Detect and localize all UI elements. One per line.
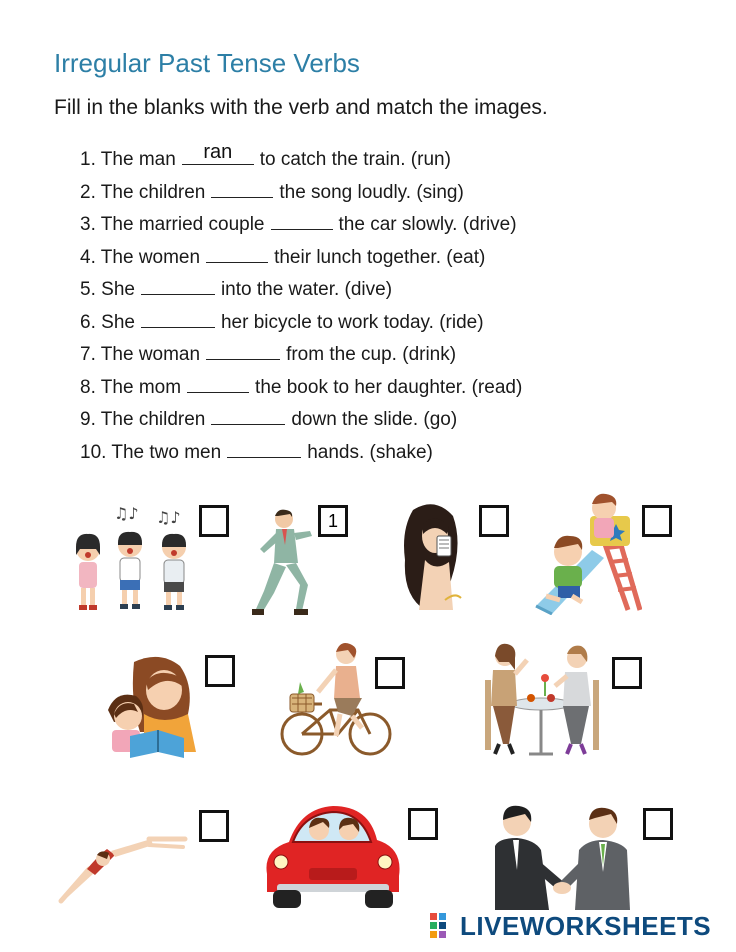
sentence-before: She — [101, 279, 135, 300]
match-box-children-slide[interactable] — [642, 505, 672, 537]
sentence-after: from the cup. (drink) — [286, 344, 457, 365]
answer-blank-5[interactable] — [141, 276, 215, 295]
match-box-woman-diving[interactable] — [199, 810, 229, 842]
match-box-man-running[interactable] — [318, 505, 348, 537]
sentence-number: 4. — [80, 247, 96, 268]
liveworksheets-logo — [430, 910, 711, 942]
women-lunch-image — [475, 640, 607, 760]
logo-text: LIVEWORKSHEETS — [460, 910, 712, 941]
sentence-before: The children — [100, 409, 206, 430]
answer-blank-2[interactable] — [211, 179, 273, 198]
match-input[interactable] — [646, 811, 670, 837]
sentence-number: 7. — [80, 344, 96, 365]
sentence-6 — [80, 309, 484, 334]
sentence-3 — [80, 211, 517, 236]
match-input[interactable] — [482, 508, 506, 534]
children-singing-image — [62, 505, 202, 617]
match-input[interactable] — [645, 508, 669, 534]
sentence-before: The women — [100, 247, 201, 268]
sentence-after: their lunch together. (eat) — [274, 247, 486, 268]
couple-car-image — [253, 800, 408, 912]
match-input[interactable] — [378, 660, 402, 686]
sentence-5 — [80, 276, 392, 301]
sentence-4 — [80, 244, 485, 269]
sentence-number: 1. — [80, 149, 96, 170]
sentence-2 — [80, 179, 464, 204]
answer-input-4[interactable] — [206, 241, 268, 264]
answer-input-6[interactable] — [141, 306, 215, 329]
answer-blank-9[interactable] — [211, 406, 285, 425]
worksheet-instructions: Fill in the blanks with the verb and match the images. — [54, 96, 548, 119]
sentence-before: The man — [100, 149, 176, 170]
match-box-couple-car[interactable] — [408, 808, 438, 840]
match-input[interactable] — [321, 508, 345, 534]
answer-blank-1[interactable] — [182, 146, 254, 165]
sentence-after: into the water. (dive) — [220, 279, 393, 300]
sentence-number: 5. — [80, 279, 96, 300]
match-box-women-lunch[interactable] — [612, 657, 642, 689]
answer-blank-4[interactable] — [206, 244, 268, 263]
match-input[interactable] — [202, 813, 226, 839]
match-input[interactable] — [202, 508, 226, 534]
mom-reading-image — [100, 652, 200, 764]
sentence-7 — [80, 341, 456, 366]
answer-blank-6[interactable] — [141, 309, 215, 328]
woman-diving-image — [55, 825, 190, 905]
sentence-number: 8. — [80, 377, 96, 398]
answer-blank-3[interactable] — [271, 211, 333, 230]
sentence-after: the song loudly. (sing) — [279, 182, 464, 203]
answer-input-5[interactable] — [141, 273, 215, 296]
answer-input-8[interactable] — [187, 371, 249, 394]
liveworksheets-logo-icon — [430, 911, 456, 941]
match-box-woman-bicycle[interactable] — [375, 657, 405, 689]
sentence-after: hands. (shake) — [307, 442, 433, 463]
worksheet-title: Irregular Past Tense Verbs — [54, 48, 360, 78]
sentence-before: The married couple — [100, 214, 265, 235]
sentence-after: down the slide. (go) — [291, 409, 458, 430]
children-slide-image — [532, 490, 642, 615]
match-input[interactable] — [411, 811, 435, 837]
match-input[interactable] — [208, 658, 232, 684]
sentence-after: the book to her daughter. (read) — [255, 377, 523, 398]
match-input[interactable] — [615, 660, 639, 686]
sentence-number: 9. — [80, 409, 96, 430]
sentence-before: The mom — [100, 377, 182, 398]
sentence-number: 3. — [80, 214, 96, 235]
sentence-1 — [80, 146, 451, 171]
answer-input-3[interactable] — [271, 208, 333, 231]
sentence-before: The woman — [100, 344, 201, 365]
match-box-men-handshake[interactable] — [643, 808, 673, 840]
match-box-woman-drinking[interactable] — [479, 505, 509, 537]
man-running-image — [250, 505, 325, 620]
sentence-after: the car slowly. (drive) — [338, 214, 517, 235]
answer-blank-8[interactable] — [187, 374, 249, 393]
sentence-before: The two men — [111, 442, 222, 463]
sentence-number: 2. — [80, 182, 96, 203]
sentence-after: to catch the train. (run) — [259, 149, 451, 170]
answer-input-2[interactable] — [211, 176, 273, 199]
sentence-before: The children — [100, 182, 206, 203]
sentence-before: She — [101, 312, 135, 333]
answer-input-1[interactable] — [182, 141, 254, 164]
match-box-mom-reading[interactable] — [205, 655, 235, 687]
match-box-children-singing[interactable] — [199, 505, 229, 537]
sentence-number: 10. — [80, 442, 107, 463]
answer-input-9[interactable] — [211, 403, 285, 426]
answer-blank-10[interactable] — [227, 439, 301, 458]
sentence-number: 6. — [80, 312, 96, 333]
sentence-10 — [80, 439, 433, 464]
sentence-9 — [80, 406, 457, 431]
answer-input-10[interactable] — [227, 436, 301, 459]
svg-text:♫♪: ♫♪ — [114, 505, 139, 523]
sentence-8 — [80, 374, 522, 399]
men-handshake-image — [495, 800, 630, 910]
sentence-after: her bicycle to work today. (ride) — [220, 312, 484, 333]
answer-input-7[interactable] — [206, 338, 280, 361]
svg-text:♫♪: ♫♪ — [156, 508, 181, 527]
answer-blank-7[interactable] — [206, 341, 280, 360]
woman-drinking-image — [395, 500, 475, 615]
